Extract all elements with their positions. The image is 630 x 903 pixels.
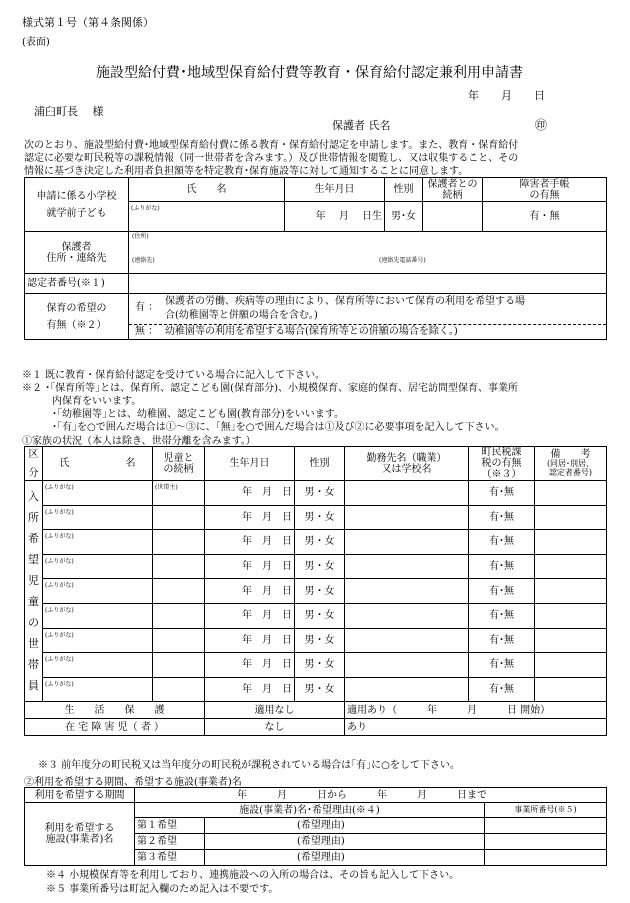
choice-3-label: 第３希望 xyxy=(135,850,205,866)
family-remarks-field[interactable] xyxy=(535,530,607,555)
family-name-field[interactable]: (ふりがな) xyxy=(43,554,153,579)
cert-number-field[interactable] xyxy=(129,274,607,294)
col-remarks: 備 考 (同居･別居、 認定者番号) xyxy=(535,447,607,481)
family-sex-field[interactable]: 男・女 xyxy=(295,481,345,506)
family-workplace-field[interactable] xyxy=(345,603,469,628)
family-row xyxy=(25,603,607,628)
family-relation-field[interactable] xyxy=(153,653,205,678)
family-row xyxy=(25,481,607,506)
family-name-field[interactable]: (ふりがな) xyxy=(43,603,153,628)
family-side-label: 入 所 希 望 児 童 の 世 帯 員 xyxy=(25,481,43,702)
family-birth-field[interactable]: 年 月 日 xyxy=(205,554,295,579)
family-remarks-field[interactable] xyxy=(535,505,607,530)
family-tax-field[interactable]: 有･無 xyxy=(469,530,535,555)
seal-mark: ㊞ xyxy=(535,118,548,132)
hope-no-option[interactable]: 無 ： 幼稚園等の利用を希望する場合(保育所等との併願の場合を除く｡) xyxy=(135,326,458,337)
family-relation-field[interactable] xyxy=(153,530,205,555)
period-label: 利用を希望する期間 xyxy=(25,788,135,803)
family-row xyxy=(25,505,607,530)
col-relation: 保護者との 続柄 xyxy=(423,178,483,202)
family-workplace-field[interactable] xyxy=(345,628,469,653)
family-row xyxy=(25,628,607,653)
disabled-label: 在 宅 障 害 児（ 者 ） xyxy=(25,719,205,736)
family-remarks-field[interactable] xyxy=(535,653,607,678)
col-disability: 障害者手帳 の有無 xyxy=(483,178,607,202)
family-birth-field[interactable]: 年 月 日 xyxy=(205,579,295,604)
note-4: ※４ 小規模保育等を利用しており、連携施設への入所の場合は、その旨も記入して下さい。 xyxy=(46,870,460,881)
family-sex-field[interactable]: 男・女 xyxy=(295,554,345,579)
family-name-field[interactable]: (ふりがな) xyxy=(43,579,153,604)
col-tax: 町民税課 税の有無 （※３） xyxy=(469,447,535,481)
family-tax-field[interactable]: 有･無 xyxy=(469,481,535,506)
intro-line-1: 次のとおり、施設型給付費･地域型保育給付費に係る教育・保育給付認定を申請します。また、教育・保育給付 xyxy=(24,140,519,151)
col-office-number: 事業所番号(※５) xyxy=(485,803,607,818)
family-name-field[interactable]: (ふりがな) xyxy=(43,505,153,530)
hope-options xyxy=(129,294,607,340)
family-remarks-field[interactable] xyxy=(535,603,607,628)
family-remarks-field[interactable] xyxy=(535,628,607,653)
hope-yes-option[interactable]: 有 ： 保護者の労働、疾病等の理由により、保育所等において保育の利用を希望する場 合(幼稚園等と併願の場合を含む｡) xyxy=(129,294,606,325)
col-sex: 性別 xyxy=(385,178,423,202)
choice-2-reason[interactable]: (希望理由) xyxy=(205,834,485,850)
child-relation-field[interactable] xyxy=(423,202,483,232)
family-remarks-field[interactable] xyxy=(535,579,607,604)
family-workplace-field[interactable] xyxy=(345,505,469,530)
note-1: ※１ 既に教育・保育給付認定を受けている場合に記入して下さい。 xyxy=(22,370,326,381)
col-birth: 生年月日 xyxy=(285,178,385,202)
disabled-no-option[interactable]: なし xyxy=(205,719,345,736)
intro-line-3: 情報に基づき決定した利用者負担額等を特定教育･保育施設等に対して通知することに同意します。 xyxy=(24,166,469,177)
disabled-yes-option[interactable]: あり xyxy=(345,719,607,736)
family-birth-field[interactable]: 年 月 日 xyxy=(205,481,295,506)
family-birth-field[interactable]: 年 月 日 xyxy=(205,505,295,530)
family-tax-field[interactable]: 有･無 xyxy=(469,677,535,702)
note-2-cont: 内保育をいいます。 xyxy=(52,396,142,407)
family-row xyxy=(25,579,607,604)
family-tax-field[interactable]: 有･無 xyxy=(469,653,535,678)
choice-3-office[interactable] xyxy=(485,850,607,866)
family-workplace-field[interactable] xyxy=(345,579,469,604)
family-birth-field[interactable]: 年 月 日 xyxy=(205,603,295,628)
hope-label: 保育の希望の 有無（※２） xyxy=(25,294,129,340)
col-facility: 施設(事業者)名･希望理由(※４) xyxy=(135,803,485,818)
family-relation-field[interactable]: (世帯主) xyxy=(153,481,205,506)
choice-1-reason[interactable]: (希望理由) xyxy=(205,818,485,834)
child-sex-field[interactable]: 男･女 xyxy=(385,202,423,232)
facility-label: 利用を希望する 施設(事業者)名 xyxy=(25,803,135,866)
choice-3-reason[interactable]: (希望理由) xyxy=(205,850,485,866)
welfare-yes-option[interactable]: 適用あり（ 年 月 日 開始） xyxy=(345,702,607,719)
family-tax-field[interactable]: 有･無 xyxy=(469,579,535,604)
family-sex-field[interactable]: 男・女 xyxy=(295,653,345,678)
family-relation-field[interactable] xyxy=(153,628,205,653)
family-row xyxy=(25,653,607,678)
guardian-address-field[interactable]: (住所) (連絡先) (連絡先電話番号) xyxy=(129,232,607,274)
page-title: 施設型給付費･地域型保育給付費等教育・保育給付認定兼利用申請書 xyxy=(96,65,523,81)
col-name: 氏 名 xyxy=(129,178,285,202)
col-division: 区 分 xyxy=(25,447,43,481)
family-sex-field[interactable]: 男・女 xyxy=(295,628,345,653)
family-birth-field[interactable]: 年 月 日 xyxy=(205,530,295,555)
child-label: 申請に係る小学校 就学前子ども xyxy=(25,178,129,232)
family-row xyxy=(25,554,607,579)
cert-number-label: 認定者番号(※１) xyxy=(25,274,129,294)
family-sex-field[interactable]: 男・女 xyxy=(295,530,345,555)
family-remarks-field[interactable] xyxy=(535,677,607,702)
welfare-label: 生 活 保 護 xyxy=(25,702,205,719)
usage-table xyxy=(24,787,607,866)
form-number: 様式第１号（第４条関係） xyxy=(22,16,154,29)
family-workplace-field[interactable] xyxy=(345,677,469,702)
family-workplace-field[interactable] xyxy=(345,554,469,579)
family-table xyxy=(24,446,607,736)
family-row xyxy=(25,530,607,555)
family-sex-field[interactable]: 男・女 xyxy=(295,677,345,702)
intro-line-2: 認定に必要な町民税等の課税情報（同一世帯者を含みます。）及び世帯情報を閲覧し、又は収集すること、その xyxy=(24,153,519,164)
family-tax-field[interactable]: 有･無 xyxy=(469,603,535,628)
family-row xyxy=(25,677,607,702)
family-remarks-field[interactable] xyxy=(535,554,607,579)
usage-heading: ②利用を希望する期間、希望する施設(事業者)名 xyxy=(24,777,242,788)
col-family-sex: 性別 xyxy=(295,447,345,481)
family-relation-field[interactable] xyxy=(153,579,205,604)
choice-2-office[interactable] xyxy=(485,834,607,850)
col-family-relation: 児童と の続柄 xyxy=(153,447,205,481)
family-tax-field[interactable]: 有･無 xyxy=(469,554,535,579)
guardian-name-label: 保護者 氏名 xyxy=(332,119,391,132)
choice-1-label: 第１希望 xyxy=(135,818,205,834)
choice-2-label: 第２希望 xyxy=(135,834,205,850)
child-name-field[interactable]: (ふりがな) xyxy=(129,202,285,232)
family-remarks-field[interactable] xyxy=(535,481,607,506)
col-workplace: 勤務先名（職業） 又は学校名 xyxy=(345,447,469,481)
family-relation-field[interactable] xyxy=(153,505,205,530)
face-label: (表面) xyxy=(22,37,50,48)
family-workplace-field[interactable] xyxy=(345,653,469,678)
family-name-field[interactable]: (ふりがな) xyxy=(43,653,153,678)
note-2-c: ･｢有｣を○で囲んだ場合は①～③に、｢無｣を○で囲んだ場合は①及び②に必要事項を記入して下さい。 xyxy=(52,422,505,433)
child-info-table xyxy=(24,177,607,340)
family-tax-field[interactable]: 有･無 xyxy=(469,505,535,530)
family-sex-field[interactable]: 男・女 xyxy=(295,579,345,604)
note-3: ※３ 前年度分の町民税又は当年度分の町民税が課税されている場合は｢有｣に○をして下さい。 xyxy=(38,760,460,771)
family-tax-field[interactable]: 有･無 xyxy=(469,628,535,653)
guardian-label: 保護者 住所・連絡先 xyxy=(25,232,129,274)
note-5: ※５ 事業所番号は町記入欄のため記入は不要です。 xyxy=(46,884,279,895)
family-workplace-field[interactable] xyxy=(345,481,469,506)
family-name-field[interactable]: (ふりがな) xyxy=(43,530,153,555)
welfare-no-option[interactable]: 適用なし xyxy=(205,702,345,719)
child-disability-field[interactable]: 有・無 xyxy=(483,202,607,232)
family-relation-field[interactable] xyxy=(153,603,205,628)
family-sex-field[interactable]: 男・女 xyxy=(295,505,345,530)
family-heading: ①家族の状況（本人は除き、世帯分離を含みます。） xyxy=(22,436,256,447)
family-birth-field[interactable]: 年 月 日 xyxy=(205,628,295,653)
family-name-field[interactable]: (ふりがな) xyxy=(43,628,153,653)
family-sex-field[interactable]: 男・女 xyxy=(295,603,345,628)
note-2: ※２ ･｢保育所等｣とは、保育所、認定こども園(保育部分)、小規模保育、家庭的保育、居宅訪問型保育、事業所 xyxy=(22,383,518,394)
family-workplace-field[interactable] xyxy=(345,530,469,555)
child-birth-field[interactable]: 年 月 日生 xyxy=(285,202,385,232)
recipient: 浦臼町長 様 xyxy=(34,105,104,118)
family-relation-field[interactable] xyxy=(153,677,205,702)
col-family-name: 氏 名 xyxy=(43,447,153,481)
family-name-field[interactable]: (ふりがな) xyxy=(43,677,153,702)
choice-1-office[interactable] xyxy=(485,818,607,834)
note-2-b: ･｢幼稚園等｣とは、幼稚園、認定こども園(教育部分)をいいます。 xyxy=(52,409,345,420)
family-birth-field[interactable]: 年 月 日 xyxy=(205,653,295,678)
col-family-birth: 生年月日 xyxy=(205,447,295,481)
period-field[interactable]: 年 月 日から 年 月 日まで xyxy=(135,788,607,803)
family-name-field[interactable]: (ふりがな) xyxy=(43,481,153,506)
family-birth-field[interactable]: 年 月 日 xyxy=(205,677,295,702)
date-field[interactable]: 年 月 日 xyxy=(468,89,545,102)
family-relation-field[interactable] xyxy=(153,554,205,579)
